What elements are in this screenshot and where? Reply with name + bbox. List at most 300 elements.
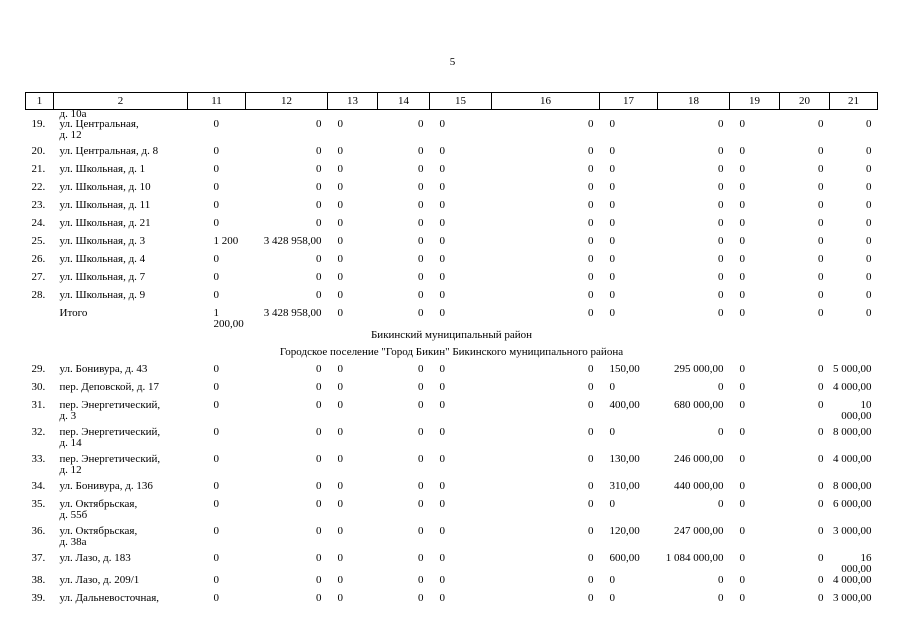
table-row [26,553,878,575]
row-number [26,308,54,330]
cell-12: 0 [316,426,322,438]
table-row [26,290,878,308]
cell-21: 0 [866,271,872,283]
cell-15: 0 [439,307,445,319]
cell-20: 0 [818,525,824,537]
cell-15: 0 [439,399,445,411]
cell-19: 0 [739,271,745,283]
cell-21: 0 [866,145,872,157]
column-header-1: 1 [26,93,54,110]
cell-18: 246 000,00 [674,453,724,465]
cell-16: 0 [588,363,594,375]
table-row [26,182,878,200]
cell-13: 0 [337,217,343,229]
column-header-2: 2 [54,93,188,110]
table-row [26,499,878,526]
address-line-2: д. 14 [59,437,82,449]
cell-18: 0 [718,253,724,265]
row-number: 37. [31,552,46,564]
cell-12: 0 [316,145,322,157]
cell-16: 0 [588,181,594,193]
cell-20: 0 [818,199,824,211]
cell-15: 0 [439,145,445,157]
cell-15: 0 [439,271,445,283]
cell-14: 0 [418,480,424,492]
row-number: 39. [31,592,46,604]
address-cell [54,593,188,611]
cell-12: 0 [316,498,322,510]
cell-14: 0 [418,399,424,411]
table-row [26,575,878,593]
cell-17: 120,00 [609,525,640,537]
cell-18: 0 [718,307,724,319]
cell-17: 0 [609,181,615,193]
cell-13: 0 [337,399,343,411]
cell-18: 0 [718,163,724,175]
cell-17: 0 [609,253,615,265]
cell-20: 0 [818,480,824,492]
address-cell [54,119,188,146]
cell-21: 0 [866,307,872,319]
row-number: 34. [31,480,46,492]
address-cell [54,290,188,308]
cell-20: 0 [818,289,824,301]
cell-19: 0 [739,399,745,411]
cell-11: 0 [213,453,219,465]
section-heading: Городское поселение "Город Бикин" Бикинского муниципального района [279,346,624,358]
cell-18: 0 [718,181,724,193]
column-header-11: 11 [188,93,246,110]
address-line-2: д. 3 [59,410,77,422]
cell-18: 0 [718,145,724,157]
address-line: ул. Школьная, д. 3 [59,235,146,247]
cell-21: 0 [866,289,872,301]
cell-20: 0 [818,426,824,438]
cell-21: 3 000,00 [833,592,872,604]
address-cell [54,182,188,200]
row-number: 27. [31,271,46,283]
cell-13: 0 [337,145,343,157]
cell-12: 0 [316,525,322,537]
cell-20: 0 [818,271,824,283]
cell-11: 1 200 [213,235,239,247]
cell-18: 0 [718,592,724,604]
cell-13: 0 [337,235,343,247]
address-cell: д. 10а [59,108,87,120]
cell-21: 6 000,00 [833,498,872,510]
cell-13: 0 [337,498,343,510]
address-line: пер. Энергетический, [59,426,161,438]
cell-21: 4 000,00 [833,574,872,586]
row-number: 32. [31,426,46,438]
cell-11: 0 [213,217,219,229]
cell-13: 0 [337,381,343,393]
cell-16: 0 [588,289,594,301]
cell-15: 0 [439,289,445,301]
cell-11: 0 [213,498,219,510]
table-row [26,164,878,182]
row-number: 28. [31,289,46,301]
cell-14: 0 [418,592,424,604]
cell-19: 0 [739,480,745,492]
cell-17: 0 [609,307,615,319]
page-number: 5 [449,56,456,68]
address-line: ул. Центральная, д. 8 [59,145,159,157]
cell-18: 1 084 000,00 [665,552,724,564]
cell-15: 0 [439,480,445,492]
cell-12: 0 [316,381,322,393]
cell-20: 0 [818,592,824,604]
address-line: ул. Школьная, д. 11 [59,199,151,211]
cell-15: 0 [439,235,445,247]
cell-15: 0 [439,163,445,175]
cell-20: 0 [818,163,824,175]
cell-14: 0 [418,217,424,229]
cell-20: 0 [818,118,824,130]
section-heading-row [26,330,878,347]
cell-12: 0 [316,163,322,175]
cell-14: 0 [418,181,424,193]
cell-18: 0 [718,381,724,393]
cell-18: 0 [718,426,724,438]
address-line: ул. Бонивура, д. 136 [59,480,153,492]
cell-13: 0 [337,163,343,175]
cell-17: 400,00 [609,399,640,411]
cell-12: 0 [316,289,322,301]
cell-11: 0 [213,289,219,301]
data-table [25,92,878,611]
cell-19: 0 [739,498,745,510]
cell-19: 0 [739,235,745,247]
cell-12: 3 428 958,00 [263,307,322,319]
cell-19: 0 [739,426,745,438]
cell-12: 0 [316,363,322,375]
cell-21: 4 000,00 [833,381,872,393]
cell-16: 0 [588,271,594,283]
table-body [26,110,878,612]
address-line: ул. Бонивура, д. 43 [59,363,148,375]
cell-13: 0 [337,552,343,564]
cell-13: 0 [337,199,343,211]
address-cell [54,400,188,427]
table-row [26,272,878,290]
cell-15: 0 [439,498,445,510]
cell-21: 16 000,00 [841,552,872,575]
address-line: пер. Энергетический, [59,399,161,411]
cell-11: 0 [213,118,219,130]
cell-17: 0 [609,217,615,229]
cell-12: 0 [316,217,322,229]
row-number: 22. [31,181,46,193]
cell-18: 0 [718,217,724,229]
cell-18: 0 [718,498,724,510]
address-cell [54,427,188,454]
cell-14: 0 [418,525,424,537]
cell-19: 0 [739,118,745,130]
cell-16: 0 [588,552,594,564]
row-number: 19. [31,118,46,130]
cell-21: 10 000,00 [841,399,872,422]
cell-15: 0 [439,426,445,438]
cell-17: 0 [609,235,615,247]
cell-17: 0 [609,199,615,211]
table-row [26,200,878,218]
cell-15: 0 [439,592,445,604]
cell-18: 0 [718,118,724,130]
cell-13: 0 [337,271,343,283]
cell-14: 0 [418,426,424,438]
cell-21: 8 000,00 [833,480,872,492]
row-number: 38. [31,574,46,586]
cell-14: 0 [418,235,424,247]
address-line: ул. Октябрьская, [59,498,138,510]
cell-19: 0 [739,453,745,465]
cell-19: 0 [739,289,745,301]
address-cell [54,200,188,218]
cell-11: 0 [213,381,219,393]
cell-15: 0 [439,453,445,465]
cell-12: 0 [316,199,322,211]
cell-11: 0 [213,592,219,604]
cell-11: 0 [213,199,219,211]
cell-16: 0 [588,399,594,411]
cell-15: 0 [439,253,445,265]
cell-14: 0 [418,307,424,319]
cell-17: 0 [609,498,615,510]
cell-12: 0 [316,118,322,130]
cell-21: 0 [866,163,872,175]
table-row [26,254,878,272]
address-cell [54,454,188,481]
cell-20: 0 [818,181,824,193]
cell-18: 0 [718,289,724,301]
cell-14: 0 [418,381,424,393]
table-row [26,382,878,400]
cell-16: 0 [588,253,594,265]
cell-17: 0 [609,118,615,130]
cell-18: 0 [718,235,724,247]
cell-12: 0 [316,574,322,586]
row-number: 20. [31,145,46,157]
cell-20: 0 [818,363,824,375]
cell-14: 0 [418,498,424,510]
table-header [26,93,878,110]
cell-19: 0 [739,381,745,393]
address-cell [54,146,188,164]
cell-11: 0 [213,181,219,193]
table-row [26,146,878,164]
column-header-18: 18 [658,93,730,110]
cell-12: 3 428 958,00 [263,235,322,247]
cell-17: 0 [609,381,615,393]
cell-14: 0 [418,552,424,564]
address-line-2: д. 12 [59,464,82,476]
cell-13: 0 [337,289,343,301]
cell-20: 0 [818,498,824,510]
cell-18: 0 [718,199,724,211]
column-header-14: 14 [378,93,430,110]
cell-20: 0 [818,381,824,393]
cell-13: 0 [337,453,343,465]
cell-11: 0 [213,525,219,537]
cell-16: 0 [588,118,594,130]
cell-15: 0 [439,199,445,211]
table-row [26,427,878,454]
cell-17: 0 [609,289,615,301]
total-row [26,308,878,330]
column-header-19: 19 [730,93,780,110]
cell-11: 0 [213,163,219,175]
address-cell [54,272,188,290]
cell-16: 0 [588,592,594,604]
cell-17: 600,00 [609,552,640,564]
cell-21: 0 [866,181,872,193]
address-line: ул. Школьная, д. 1 [59,163,146,175]
section-heading-row [26,347,878,364]
address-cell [54,218,188,236]
cell-12: 0 [316,271,322,283]
cell-11: 1 200,00 [213,307,244,330]
address-line: ул. Школьная, д. 9 [59,289,146,301]
cell-15: 0 [439,525,445,537]
cell-13: 0 [337,253,343,265]
cell-19: 0 [739,363,745,375]
address-cell [54,575,188,593]
column-header-12: 12 [246,93,328,110]
address-cell [54,164,188,182]
table-row [26,454,878,481]
cell-15: 0 [439,217,445,229]
address-line-2: д. 38а [59,536,87,548]
cell-20: 0 [818,453,824,465]
cell-19: 0 [739,199,745,211]
cell-19: 0 [739,525,745,537]
cell-19: 0 [739,253,745,265]
cell-17: 0 [609,271,615,283]
cell-12: 0 [316,552,322,564]
cell-17: 130,00 [609,453,640,465]
cell-16: 0 [588,217,594,229]
address-line: Итого [59,307,88,319]
column-header-21: 21 [830,93,878,110]
cell-11: 0 [213,426,219,438]
cell-20: 0 [818,253,824,265]
cell-15: 0 [439,574,445,586]
cell-17: 150,00 [609,363,640,375]
cell-16: 0 [588,498,594,510]
cell-17: 0 [609,574,615,586]
column-header-15: 15 [430,93,492,110]
cell-14: 0 [418,271,424,283]
table-row [26,236,878,254]
cell-17: 310,00 [609,480,640,492]
row-number: 31. [31,399,46,411]
cell-19: 0 [739,307,745,319]
table-row [26,119,878,146]
cell-13: 0 [337,480,343,492]
address-cell [54,481,188,499]
row-number: 25. [31,235,46,247]
address-line: пер. Деповской, д. 17 [59,381,159,393]
address-line-2: д. 12 [59,129,82,141]
cell-13: 0 [337,574,343,586]
row-number: 23. [31,199,46,211]
cell-21: 0 [866,118,872,130]
cell-16: 0 [588,199,594,211]
cell-15: 0 [439,181,445,193]
cell-14: 0 [418,453,424,465]
cell-19: 0 [739,145,745,157]
address-line: ул. Октябрьская, [59,525,138,537]
address-line: ул. Школьная, д. 10 [59,181,151,193]
cell-19: 0 [739,552,745,564]
address-cell [54,553,188,575]
cell-19: 0 [739,181,745,193]
row-number: 33. [31,453,46,465]
cell-14: 0 [418,253,424,265]
cell-13: 0 [337,363,343,375]
cell-19: 0 [739,163,745,175]
cell-16: 0 [588,145,594,157]
address-line: ул. Школьная, д. 21 [59,217,151,229]
cell-12: 0 [316,399,322,411]
cell-16: 0 [588,307,594,319]
cell-18: 440 000,00 [674,480,724,492]
cell-13: 0 [337,118,343,130]
cell-12: 0 [316,480,322,492]
cell-12: 0 [316,181,322,193]
address-line-2: д. 55б [59,509,88,521]
address-line: пер. Энергетический, [59,453,161,465]
table-row [26,481,878,499]
cell-14: 0 [418,118,424,130]
cell-14: 0 [418,199,424,211]
cell-12: 0 [316,253,322,265]
table-row [26,526,878,553]
cell-11: 0 [213,574,219,586]
cell-21: 5 000,00 [833,363,872,375]
cell-16: 0 [588,426,594,438]
row-number: 35. [31,498,46,510]
cell-17: 0 [609,145,615,157]
table-row [26,593,878,611]
table-row [26,218,878,236]
section-heading: Бикинский муниципальный район [370,329,533,341]
cell-13: 0 [337,181,343,193]
cell-16: 0 [588,525,594,537]
cell-21: 0 [866,253,872,265]
address-cell [54,382,188,400]
address-line: ул. Дальневосточная, [59,592,160,604]
address-line: ул. Центральная, [59,118,139,130]
cell-20: 0 [818,235,824,247]
cell-16: 0 [588,574,594,586]
cell-16: 0 [588,453,594,465]
cell-18: 0 [718,574,724,586]
column-header-17: 17 [600,93,658,110]
cell-18: 0 [718,271,724,283]
cell-15: 0 [439,381,445,393]
cell-20: 0 [818,574,824,586]
column-header-16: 16 [492,93,600,110]
cell-16: 0 [588,163,594,175]
cell-11: 0 [213,480,219,492]
row-number: 21. [31,163,46,175]
cell-14: 0 [418,574,424,586]
cell-18: 295 000,00 [674,363,724,375]
cell-20: 0 [818,552,824,564]
table-row [26,364,878,382]
